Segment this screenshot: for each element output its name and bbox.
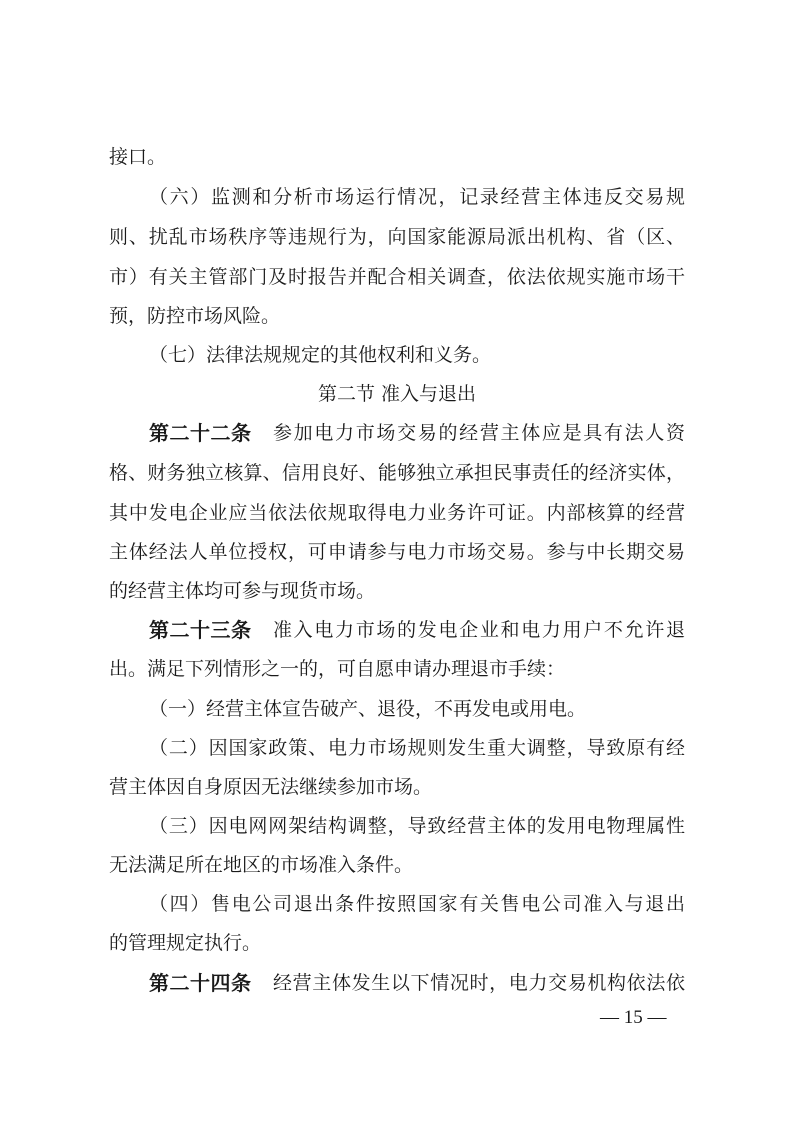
article-22-line-4: 主体经法人单位授权，可申请参与电力市场交易。参与中长期交易 xyxy=(109,541,685,563)
article-23-item-3-line-1: （三）因电网网架结构调整，导致经营主体的发用电物理属性 xyxy=(149,815,685,837)
list-item-6-line-3: 市）有关主管部门及时报告并配合相关调查，依法依规实施市场干 xyxy=(109,266,685,288)
article-23-item-4-line-1: （四）售电公司退出条件按照国家有关售电公司准入与退出 xyxy=(149,893,685,915)
article-22-number: 第二十二条 xyxy=(149,421,252,445)
list-item-7: （七）法律法规规定的其他权利和义务。 xyxy=(149,344,492,366)
section-heading: 第二节 准入与退出 xyxy=(317,383,477,405)
article-23-line-2: 出。满足下列情形之一的，可自愿申请办理退市手续： xyxy=(109,658,566,680)
article-23-item-4-line-2: 的管理规定执行。 xyxy=(109,932,262,954)
article-22-line-2: 格、财务独立核算、信用良好、能够独立承担民事责任的经济实体， xyxy=(109,462,685,484)
article-23-line-1 xyxy=(149,615,685,645)
list-item-6-line-2: 则、扰乱市场秩序等违规行为，向国家能源局派出机构、省（区、 xyxy=(109,226,685,248)
article-24-number: 第二十四条 xyxy=(149,971,252,995)
page-number: — 15 — xyxy=(600,1007,667,1028)
article-22-line-5: 的经营主体均可参与现货市场。 xyxy=(109,580,376,602)
article-24-text: 经营主体发生以下情况时，电力交易机构依法依 xyxy=(273,972,685,994)
article-22-line-1 xyxy=(149,418,685,448)
article-23-text: 准入电力市场的发电企业和电力用户不允许退 xyxy=(273,619,685,641)
list-item-6-line-1: （六）监测和分析市场运行情况，记录经营主体违反交易规 xyxy=(149,186,685,208)
article-23-item-2-line-2: 营主体因自身原因无法继续参加市场。 xyxy=(109,776,433,798)
article-24-line-1 xyxy=(149,968,685,998)
text-line: 接口。 xyxy=(109,146,167,168)
article-23-item-3-line-2: 无法满足所在地区的市场准入条件。 xyxy=(109,854,414,876)
article-23-number: 第二十三条 xyxy=(149,618,252,642)
article-22-line-3: 其中发电企业应当依法依规取得电力业务许可证。内部核算的经营 xyxy=(109,502,685,524)
article-23-item-1: （一）经营主体宣告破产、退役，不再发电或用电。 xyxy=(149,698,587,720)
article-23-item-2-line-1: （二）因国家政策、电力市场规则发生重大调整，导致原有经 xyxy=(149,737,685,759)
article-22-text: 参加电力市场交易的经营主体应是具有法人资 xyxy=(273,422,685,444)
list-item-6-line-4: 预，防控市场风险。 xyxy=(109,305,281,327)
